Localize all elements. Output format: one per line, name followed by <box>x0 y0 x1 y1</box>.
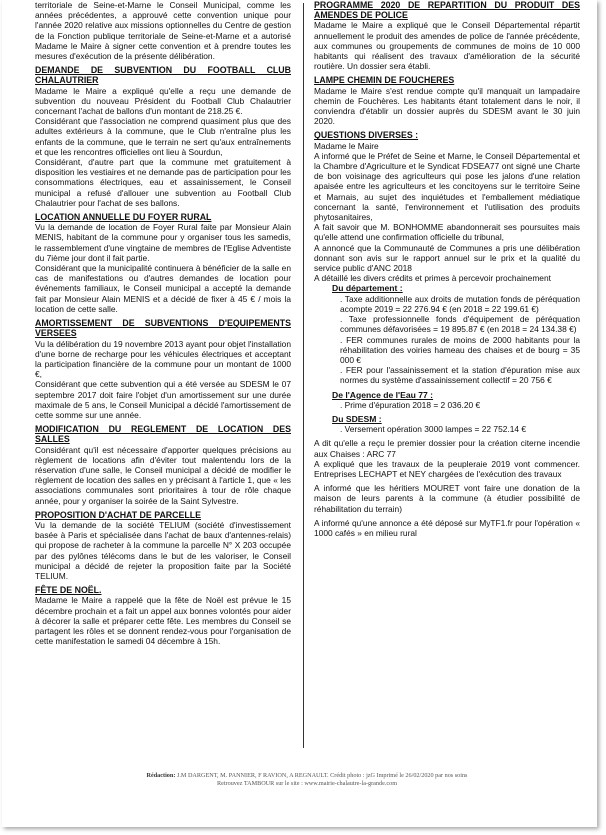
footer-label: Rédaction: <box>146 772 176 779</box>
paragraph: Vu la délibération du 19 novembre 2013 ayant pour objet l'installation d'une borne de recharge pour les véhicules électriques et acceptant la participation financière de la commune pour un montant de 1000 €, <box>35 338 291 380</box>
paragraph: A informé que le Préfet de Seine et Marne, le Conseil Départemental et la Chambre d'Agriculture et le Syndicat FDSEA77 ont signé une Charte de bon voisinage des agriculteurs qui pose les jalons d'une relation apaisée entre les agriculteurs et les concitoyens sur le territoire Seine et Marnais, au sujet des inquiétudes et l'emballement médiatique concernant la santé, l'environnement et l'utilisation des produits phytosanitaires, <box>314 150 580 223</box>
paragraph: Madame le Maire a rappelé que la fête de Noël est prévue le 15 décembre prochain et a fait un appel aux bonnes volontés pour aider à décorer la salle et préparer cette fête. Les membres du Conseil se partagent les rôles et se donnent rendez-vous pour l'organisation de cette manifestation le samedi 04 décembre à 15h. <box>35 595 291 647</box>
section-title-questions: QUESTIONS DIVERSES : <box>314 130 419 141</box>
subheading-agence: De l'Agence de l'Eau 77 : <box>332 389 434 400</box>
section-title-parcelle: PROPOSITION D'ACHAT DE PARCELLE <box>35 509 201 520</box>
paragraph: A informé qu'une annonce a été déposé sur MyTF1.fr pour l'opération « 1000 cafés » en milieu rural <box>314 517 580 538</box>
page-footer <box>42 772 572 788</box>
subheading-sdesm: Du SDESM : <box>332 413 382 424</box>
paragraph: Vu la demande de la société TELIUM (société d'investissement basée à Paris et spécialisée dans l'achat de baux d'antennes-relais) qui propose de racheter à la commune la parcelle N° X 203 occupée par des pylônes télécoms dans le but de les valoriser, le Conseil municipal a décidé de rejeter la proposition faite par la Société TELIUM. <box>35 519 291 581</box>
section-title-foyer-rural: LOCATION ANNUELLE DU FOYER RURAL <box>35 212 212 223</box>
footer-credits-text: J.M DARGENT, M. PANNIER, F RAVION, A REGNAULT. Crédit photo : jzG Imprimé le 26/02/2020 par nos soins <box>176 772 468 779</box>
column-divider <box>303 3 304 748</box>
paragraph: A dit qu'elle a reçu le premier dossier pour la création citerne incendie aux Chaises : ARC 77 <box>314 438 580 459</box>
paragraph: Considérant que l'association ne comprend quasiment plus que des adultes extérieurs à la commune, que le Club n'entraîne plus les enfants de la commune, que le terrain ne sert qu'aux entraînements et que les rencontres officielles ont lieu à Sourdun, <box>35 116 291 157</box>
paragraph: Considérant qu'il est nécessaire d'apporter quelques précisions au règlement de locations afin d'éviter tout malentendu lors de la réservation d'une salle, le Conseil municipal a décidé de modifier le règlement de location des salles en y précisant à l'article 1, que « les associations communales sont prioritaires à tour de rôle chaque année, pour y organiser la soirée de la Saint Sylvestre. <box>35 444 291 506</box>
subheading-departement: Du département : <box>332 283 403 294</box>
paragraph: A fait savoir que M. BONHOMME abandonnerait ses poursuites mais qu'elle attend une confirmation officielle du tribunal, <box>314 222 580 243</box>
credit-item: . FER pour l'assainissement et la station d'épuration mise aux normes du système d'assainissement collectif = 20 756 € <box>340 365 580 386</box>
paragraph: Madame le Maire s'est rendue compte qu'il manquait un lampadaire chemin de Fouchères. Les habitants étant totalement dans le noir, il conviendra d'établir un dossier auprès du SDESM avant le 30 juin 2020. <box>314 85 580 127</box>
footer-line-credits <box>42 772 572 780</box>
paragraph: Madame le Maire a expliqué qu'elle a reçu une demande de subvention du nouveau Président du Football Club Chalautrier concernant l'achat de ballons d'un montant de 218.25 €. <box>35 85 291 117</box>
credit-item: . Taxe professionnelle fonds d'équipement de péréquation communes défavorisées = 19 895.87 € (en 2018 = 24 134.38 €) <box>340 314 580 335</box>
credit-item: . Versement opération 3000 lampes = 22 752.14 € <box>340 424 527 435</box>
paragraph: Madame le Maire a expliqué que le Conseil Départemental répartit annuellement le produit des amendes de police de l'année précédente, aux communes ou groupements de communes de moins de 10 000 habitants qui réalisent des travaux d'amélioration de la sécurité routière. Un dossier sera établi. <box>314 20 580 72</box>
section-title-reglement: MODIFICATION DU REGLEMENT DE LOCATION DES SALLES <box>35 424 291 445</box>
speaker: Madame le Maire <box>314 140 379 151</box>
section-title-lampe: LAMPE CHEMIN DE FOUCHERES <box>314 75 455 86</box>
paragraph: A informé que les héritiers MOURET vont faire une donation de la maison de leurs parents à la commune (à étudier possibilité de réhabilitation du terrain) <box>314 483 580 514</box>
intro-paragraph: territoriale de Seine-et-Marne le Conseil Municipal, comme les années précédentes, a approuvé cette convention unique pour l'année 2020 relative aux missions optionnelles du Centre de gestion de la Fonction publique territoriale de Seine-et-Marne et a autorisé Madame le Maire à signer cette convention et à prendre toutes les mesures d'exécution de la présente délibération. <box>35 0 291 62</box>
credit-item: . FER communes rurales de moins de 2000 habitants pour la réhabilitation des voiries hameau des chaises et de bourg = 35 000 € <box>340 334 580 365</box>
section-title-amendes: PROGRAMME 2020 DE REPARTITION DU PRODUIT DES AMENDES DE POLICE <box>314 0 580 21</box>
paragraph: Vu la demande de location de Foyer Rural faite par Monsieur Alain MENIS, habitant de la commune pour y organiser tous les samedis, le rassemblement d'une vingtaine de membres de l'Eglise Adventiste du 7ième jour dont il fait partie. <box>35 222 291 263</box>
paragraph: Considérant, d'autre part que la commune met gratuitement à disposition les vestiaires et ne demande pas de participation pour les consommations électriques, eau et assainissement, le Conseil municipal a refusé d'allouer une subvention au Football Club Chalautrier pour l'achat de ses ballons. <box>35 157 291 208</box>
credit-item: . Prime d'épuration 2018 = 2 036.20 € <box>340 399 481 410</box>
paragraph: Considérant que la municipalité continuera à bénéficier de la salle en cas de manifestations ou d'autres demandes de location pour événements familiaux, le Conseil municipal a accepté la demande fait par Monsieur Alain MENIS et a décidé de fixer à 45 € / mois la location de cette salle. <box>35 263 291 314</box>
credit-item: . Taxe additionnelle aux droits de mutation fonds de péréquation acompte 2019 = 22 276.94 € (en 2018 = 22 199.61 €) <box>340 293 580 314</box>
footer-line-website: Retrouvez TAMBOUR sur le site : www.mairie-chalautre-la-grande.com <box>216 780 398 787</box>
paragraph: A détaillé les divers crédits et primes à percevoir prochainement <box>314 273 551 284</box>
document-page <box>2 0 597 827</box>
section-title-amortissement: AMORTISSEMENT DE SUBVENTIONS D'EQUIPEMENTS VERSEES <box>35 318 291 339</box>
paragraph: A annoncé que la Communauté de Communes a pris une délibération donnant son avis sur le rapport annuel sur le prix et la qualité du service public d'ANC 2018 <box>314 242 580 274</box>
section-title-football: DEMANDE DE SUBVENTION DU FOOTBALL CLUB CHALAUTRIER <box>35 65 291 86</box>
paragraph: A expliqué que les travaux de la peupleraie 2019 vont commencer. Entreprises LECHAPT et NEY chargées de l'exécution des travaux <box>314 458 580 479</box>
section-title-noel: FÊTE DE NOËL. <box>35 585 102 596</box>
credits-list <box>314 283 580 434</box>
left-column <box>35 0 291 646</box>
paragraph: Considérant que cette subvention qui a été versée au SDESM le 07 septembre 2017 doit faire l'objet d'un amortissement sur une durée maximale de 5 ans, le Conseil Municipal a décidé l'amortissement de cette somme sur une année. <box>35 379 291 420</box>
right-column <box>314 0 580 538</box>
